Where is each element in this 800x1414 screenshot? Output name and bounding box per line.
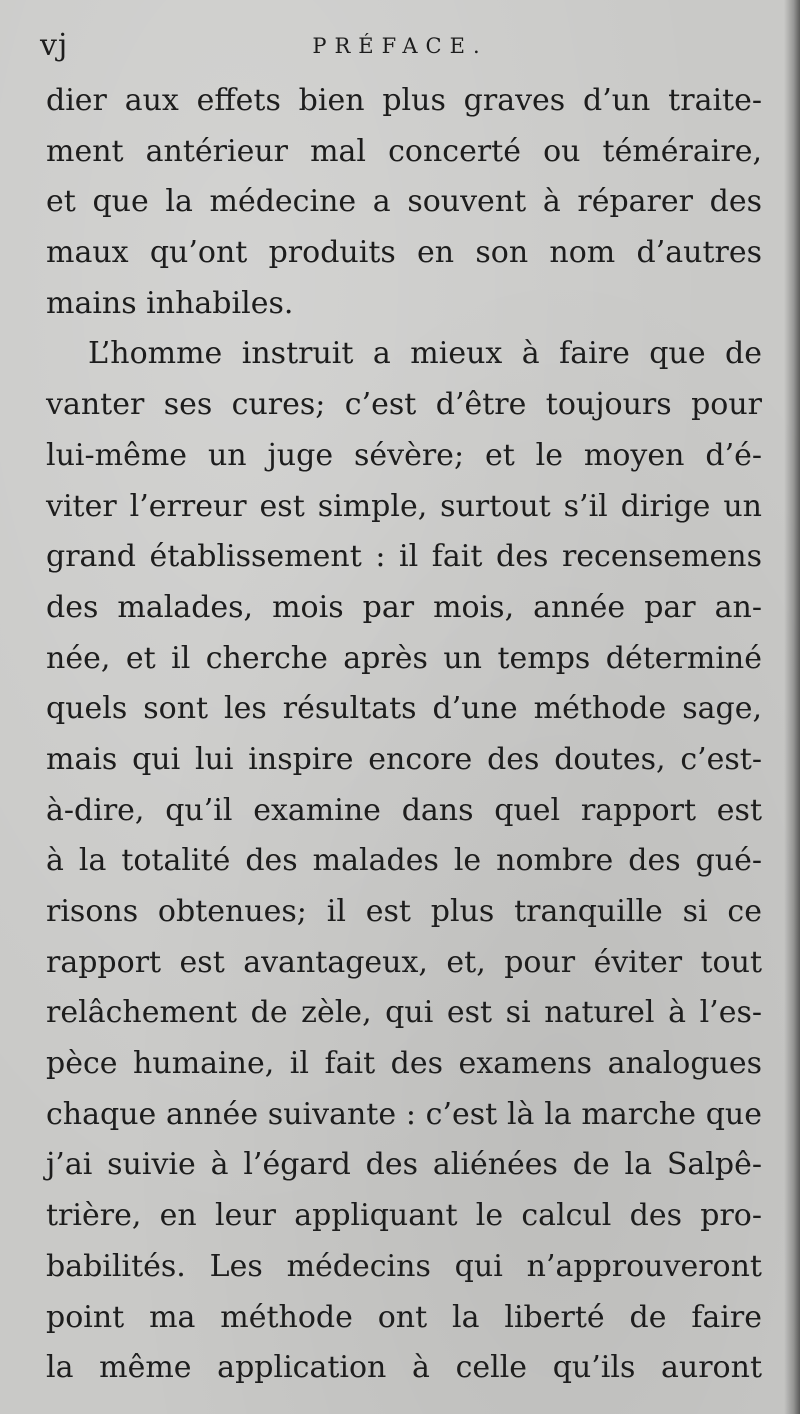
body-text (46, 76, 762, 1394)
text-line: maux qu’ont produits en son nom d’autres (46, 235, 762, 271)
text-line: viter l’erreur est simple, surtout s’il dirige un (46, 488, 762, 524)
text-line: lui-même un juge sévère; et le moyen d’é- (46, 437, 762, 473)
text-line: risons obtenues; il est plus tranquille si ce (46, 894, 762, 929)
text-line: mais qui lui inspire encore des doutes, c’est- (46, 741, 762, 777)
text-line: pèce humaine, il fait des examens analogues (46, 1046, 762, 1082)
page-number: vj (40, 28, 69, 63)
text-line: ment antérieur mal concerté ou téméraire, (46, 133, 762, 169)
text-line: des malades, mois par mois, année par an- (46, 589, 762, 625)
text-line: la même application à celle qu’ils auront (46, 1350, 762, 1386)
text-line: à-dire, qu’il examine dans quel rapport est (46, 792, 762, 828)
text-line: trière, en leur appliquant le calcul des pro- (46, 1198, 762, 1234)
text-line: j’ai suivie à l’égard des aliénées de la Salpê- (46, 1147, 762, 1183)
text-line: relâchement de zèle, qui est si naturel à l’es- (46, 995, 762, 1031)
text-line: quels sont les résultats d’une méthode sage, (46, 691, 762, 727)
text-line: née, et il cherche après un temps déterminé (46, 640, 762, 676)
running-title: PRÉFACE. (312, 34, 488, 58)
text-line: mains inhabiles. (46, 285, 294, 321)
text-line: vanter ses cures; c’est d’être toujours pour (46, 387, 762, 423)
text-line: dier aux effets bien plus graves d’un traite- (46, 83, 762, 118)
text-line: babilités. Les médecins qui n’approuveront (46, 1248, 762, 1284)
text-line: à la totalité des malades le nombre des gué- (46, 843, 762, 879)
page-edge-shadow (784, 0, 800, 1414)
text-line: L’homme instruit a mieux à faire que de (88, 336, 762, 372)
text-line: rapport est avantageux, et, pour éviter tout (46, 944, 762, 980)
text-line: point ma méthode ont la liberté de faire (46, 1299, 762, 1335)
text-line: chaque année suivante : c’est là la marche que (46, 1096, 762, 1132)
text-line: et que la médecine a souvent à réparer des (46, 184, 762, 220)
text-line: grand établissement : il fait des recensemens (46, 539, 762, 575)
